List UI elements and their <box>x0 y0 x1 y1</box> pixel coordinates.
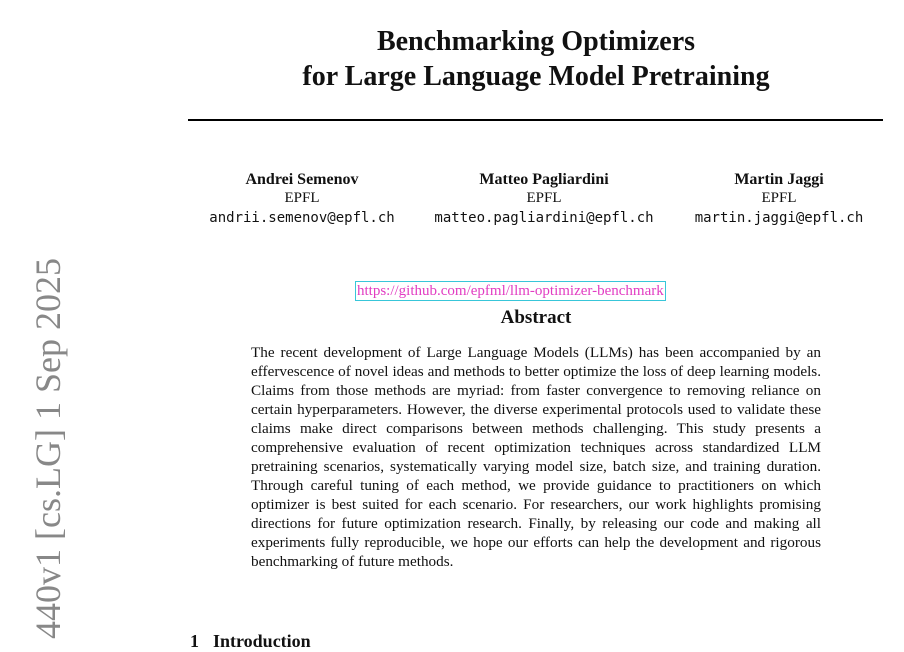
author-block-3 <box>684 170 874 229</box>
author-name: Martin Jaggi <box>734 171 824 188</box>
paper-title <box>190 24 882 94</box>
title-rule <box>188 119 883 121</box>
section-title: Introduction <box>213 631 311 651</box>
section-heading-introduction <box>190 630 311 652</box>
abstract-body: The recent development of Large Language Models (LLMs) has been accompanied by an effervescence of novel ideas and methods to better optimize the loss of deep learning models. Claims from those methods are myriad: from faster convergence to removing reliance on certain hyperparameters. However, the diverse experimental protocols used to validate these claims make direct comparisons between methods challenging. This study presents a comprehensive evaluation of recent optimization techniques across standardized LLM pretraining scenarios, systematically varying model size, batch size, and training duration. Through careful tuning of each method, we provide guidance to practitioners on which optimizer is best suited for each scenario. For researchers, our work highlights promising directions for future optimization research. Finally, by releasing our code and making all experiments fully reproducible, we hope our efforts can help the development and rigorous benchmarking of future methods. <box>251 344 821 570</box>
repo-link[interactable]: https://github.com/epfml/llm-optimizer-benchmark <box>357 283 664 299</box>
title-line-1: Benchmarking Optimizers <box>376 26 696 57</box>
author-block-1 <box>196 170 408 229</box>
author-email[interactable]: andrii.semenov@epfl.ch <box>209 210 395 226</box>
author-email[interactable]: martin.jaggi@epfl.ch <box>694 210 864 226</box>
author-affiliation: EPFL <box>761 190 797 206</box>
author-block-2 <box>422 170 666 229</box>
author-name: Matteo Pagliardini <box>479 171 609 188</box>
author-email[interactable]: matteo.pagliardini@epfl.ch <box>434 210 654 226</box>
author-affiliation: EPFL <box>526 190 562 206</box>
author-affiliation: EPFL <box>284 190 320 206</box>
abstract-heading: Abstract <box>500 307 572 328</box>
author-name: Andrei Semenov <box>245 171 359 188</box>
arxiv-side-stamp: 440v1 [cs.LG] 1 Sep 2025 <box>28 258 68 639</box>
section-number: 1 <box>190 631 199 651</box>
title-line-2: for Large Language Model Pretraining <box>302 61 770 92</box>
